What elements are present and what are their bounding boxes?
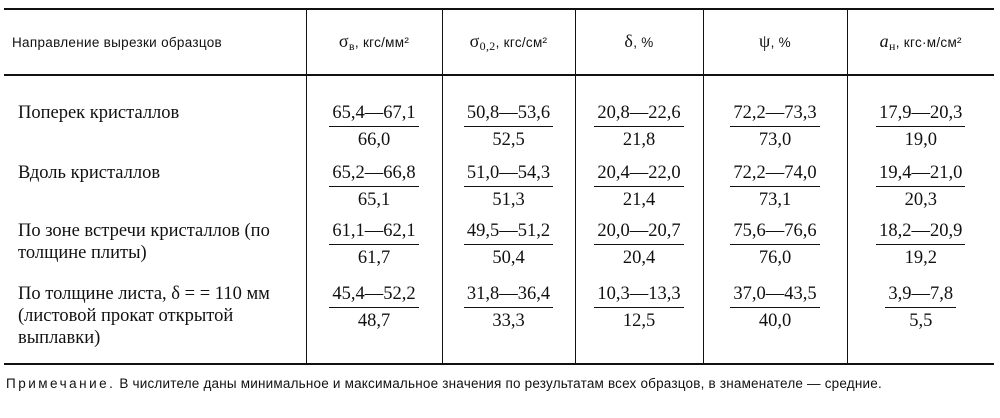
row-label bbox=[4, 162, 306, 220]
table-cell bbox=[703, 220, 847, 283]
header-symbol: δ bbox=[624, 30, 634, 51]
header-unit: , кгс/мм² bbox=[354, 34, 410, 50]
value-fraction bbox=[876, 220, 965, 269]
row-label bbox=[4, 283, 306, 364]
header-impact-strength bbox=[847, 9, 994, 75]
table-cell bbox=[847, 283, 994, 364]
mean-value: 66,0 bbox=[357, 130, 391, 150]
table-cell bbox=[575, 162, 703, 220]
header-unit: , % bbox=[633, 34, 654, 50]
value-fraction bbox=[730, 220, 819, 269]
table-row bbox=[4, 220, 994, 283]
mean-value: 19,2 bbox=[904, 248, 937, 268]
range-value: 18,2—20,9 bbox=[876, 220, 965, 245]
range-value: 37,0—43,5 bbox=[730, 283, 819, 308]
value-fraction bbox=[876, 162, 965, 211]
properties-table-container bbox=[4, 8, 994, 365]
range-value: 20,0—20,7 bbox=[594, 220, 683, 245]
table-cell bbox=[703, 283, 847, 364]
range-value: 50,8—53,6 bbox=[464, 102, 553, 127]
table-cell bbox=[575, 75, 703, 162]
mean-value: 33,3 bbox=[492, 311, 525, 331]
table-cell bbox=[306, 220, 442, 283]
value-fraction bbox=[594, 162, 683, 211]
range-value: 49,5—51,2 bbox=[464, 220, 553, 245]
table-cell bbox=[306, 162, 442, 220]
header-symbol: ψ bbox=[759, 30, 771, 51]
footnote-label: Примечание. bbox=[6, 376, 116, 391]
mean-value: 76,0 bbox=[758, 248, 792, 268]
range-value: 51,0—54,3 bbox=[464, 162, 553, 187]
row-label-text: Вдоль кристаллов bbox=[18, 163, 161, 183]
value-fraction bbox=[464, 162, 553, 211]
mean-value: 50,4 bbox=[492, 248, 525, 268]
value-fraction bbox=[594, 220, 683, 269]
mean-value: 73,1 bbox=[758, 190, 792, 210]
table-cell bbox=[442, 162, 575, 220]
value-fraction bbox=[329, 102, 418, 151]
value-fraction bbox=[730, 283, 819, 332]
row-label-text: По толщине листа, δ = = 110 мм (листовой прокат открытой выплавки) bbox=[18, 284, 270, 348]
table-cell bbox=[575, 283, 703, 364]
header-symbol: σ bbox=[469, 30, 480, 51]
value-fraction bbox=[876, 102, 965, 151]
range-value: 20,4—22,0 bbox=[594, 162, 683, 187]
range-value: 72,2—73,3 bbox=[730, 102, 819, 127]
table-cell bbox=[442, 220, 575, 283]
mean-value: 20,4 bbox=[622, 248, 656, 268]
table-cell bbox=[847, 162, 994, 220]
range-value: 65,4—67,1 bbox=[329, 102, 418, 127]
mean-value: 52,5 bbox=[492, 130, 525, 150]
table-cell bbox=[306, 283, 442, 364]
table-cell bbox=[847, 220, 994, 283]
header-sigma-02 bbox=[442, 9, 575, 75]
header-symbol: σ bbox=[338, 30, 349, 51]
row-label bbox=[4, 75, 306, 162]
header-direction-text: Направление вырезки образцов bbox=[12, 34, 223, 50]
header-symbol: a bbox=[879, 30, 889, 51]
range-value: 3,9—7,8 bbox=[885, 283, 956, 308]
header-subscript: н bbox=[888, 38, 896, 53]
mean-value: 19,0 bbox=[904, 130, 937, 150]
table-header-row bbox=[4, 9, 994, 75]
mean-value: 21,8 bbox=[622, 130, 656, 150]
header-subscript: 0,2 bbox=[479, 38, 496, 53]
header-unit: , кгс·м/см² bbox=[895, 34, 962, 50]
range-value: 75,6—76,6 bbox=[730, 220, 819, 245]
row-label bbox=[4, 220, 306, 283]
mean-value: 65,1 bbox=[357, 190, 391, 210]
range-value: 72,2—74,0 bbox=[730, 162, 819, 187]
table-cell bbox=[703, 75, 847, 162]
mean-value: 73,0 bbox=[758, 130, 792, 150]
header-psi bbox=[703, 9, 847, 75]
header-delta bbox=[575, 9, 703, 75]
range-value: 65,2—66,8 bbox=[329, 162, 418, 187]
mean-value: 48,7 bbox=[357, 311, 391, 331]
header-direction bbox=[4, 9, 306, 75]
mean-value: 51,3 bbox=[492, 190, 525, 210]
mean-value: 20,3 bbox=[904, 190, 937, 210]
mean-value: 61,7 bbox=[357, 248, 391, 268]
header-unit: , % bbox=[770, 34, 791, 50]
mean-value: 40,0 bbox=[758, 311, 792, 331]
table-cell bbox=[442, 283, 575, 364]
footnote-text: В числителе даны минимальное и максимальное значения по результатам всех образцов, в знаменателе — средние. bbox=[115, 376, 882, 391]
range-value: 20,8—22,6 bbox=[594, 102, 683, 127]
value-fraction bbox=[885, 283, 956, 332]
value-fraction bbox=[329, 283, 418, 332]
range-value: 19,4—21,0 bbox=[876, 162, 965, 187]
row-label-text: По зоне встречи кристаллов (по толщине плиты) bbox=[18, 221, 270, 263]
table-row bbox=[4, 75, 994, 162]
value-fraction bbox=[464, 220, 553, 269]
range-value: 61,1—62,1 bbox=[329, 220, 418, 245]
value-fraction bbox=[329, 220, 418, 269]
header-sigma-b bbox=[306, 9, 442, 75]
table-cell bbox=[703, 162, 847, 220]
value-fraction bbox=[730, 162, 819, 211]
table-row bbox=[4, 283, 994, 364]
header-subscript: в bbox=[348, 38, 355, 53]
header-unit: , кгс/см² bbox=[495, 34, 548, 50]
table-cell bbox=[442, 75, 575, 162]
mean-value: 12,5 bbox=[622, 311, 656, 331]
mean-value: 5,5 bbox=[909, 311, 933, 331]
table-footnote bbox=[6, 375, 991, 392]
row-label-text: Поперек кристаллов bbox=[18, 103, 180, 123]
range-value: 45,4—52,2 bbox=[329, 283, 418, 308]
value-fraction bbox=[464, 102, 553, 151]
value-fraction bbox=[594, 102, 683, 151]
mechanical-properties-table bbox=[4, 8, 994, 365]
mean-value: 21,4 bbox=[622, 190, 656, 210]
range-value: 10,3—13,3 bbox=[594, 283, 683, 308]
value-fraction bbox=[329, 162, 418, 211]
table-cell bbox=[306, 75, 442, 162]
value-fraction bbox=[464, 283, 553, 332]
table-row bbox=[4, 162, 994, 220]
table-cell bbox=[575, 220, 703, 283]
table-cell bbox=[847, 75, 994, 162]
range-value: 17,9—20,3 bbox=[876, 102, 965, 127]
range-value: 31,8—36,4 bbox=[464, 283, 553, 308]
value-fraction bbox=[594, 283, 683, 332]
value-fraction bbox=[730, 102, 819, 151]
